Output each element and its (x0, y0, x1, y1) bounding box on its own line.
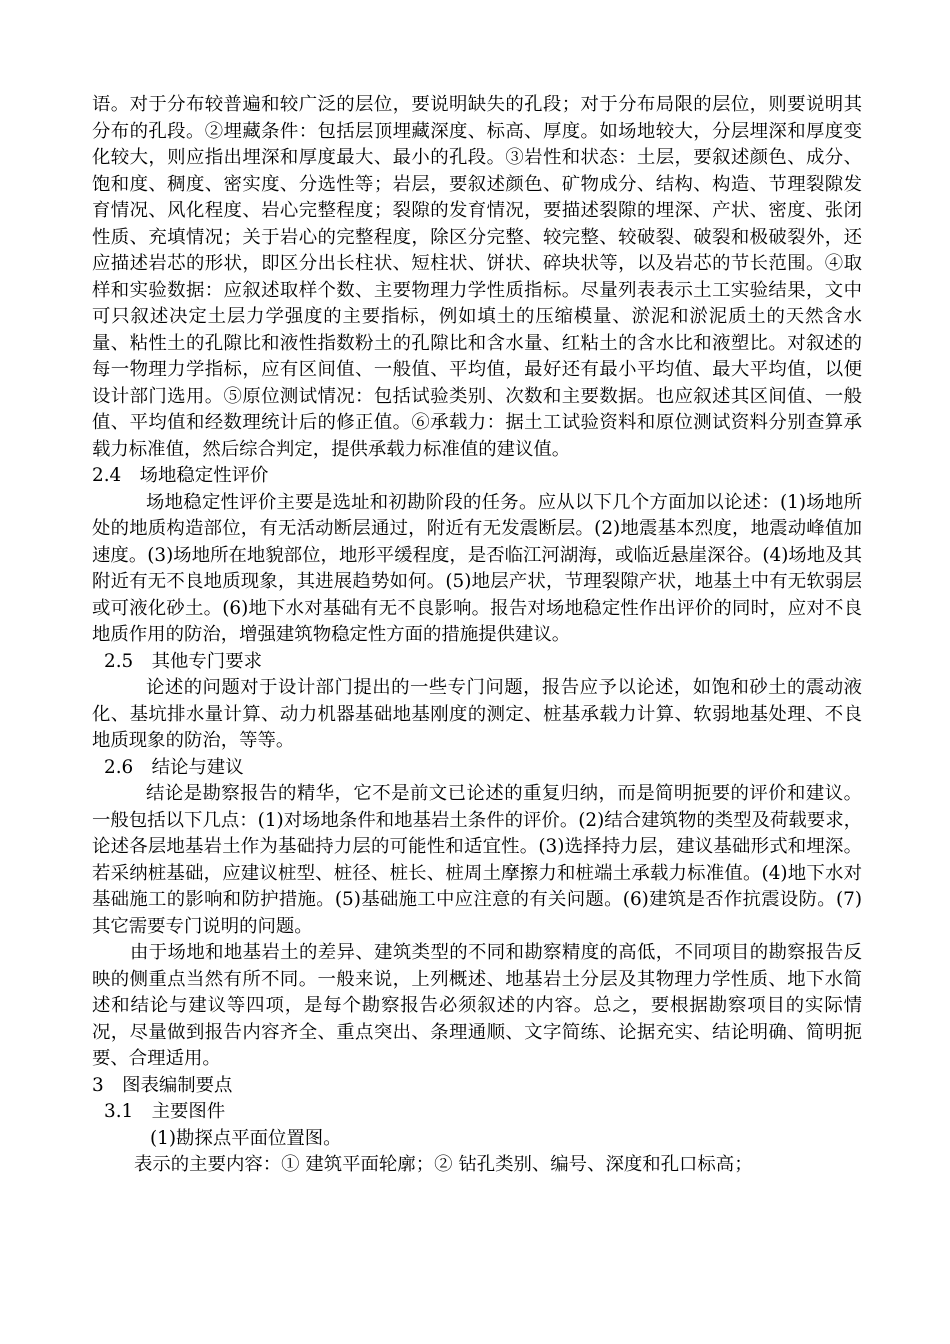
subheading-survey-plan: (1)勘探点平面位置图。 (150, 1127, 342, 1149)
paragraph-plan-contents: 表示的主要内容：① 建筑平面轮廓；② 钻孔类别、编号、深度和孔口标高； (134, 1154, 753, 1175)
paragraph-conclusions: 结论是勘察报告的精华，它不是前文已论述的重复归纳，而是简明扼要的评价和建议。一般包括以下几点：(1)对场地条件和地基岩土条件的评价。(2)结合建筑物的类型及荷载要求，论述各层地基岩土作为基础持力层的可能性和适宜性。(3)选择持力层，建议基础形式和埋深。若采纳桩基础，应建议桩型、桩径、桩长、桩周土摩擦力和桩端土承载力标准值。(4)地下水对基础施工的影响和防护措施。(5)基础施工中应注意的有关问题。(6)建筑是否作抗震设防。(7)其它需要专门说明的问题。 (92, 783, 862, 937)
paragraph-special-requirements: 论述的问题对于设计部门提出的一些专门问题，报告应予以论述，如饱和砂土的震动液化、基坑排水量计算、动力机器基础地基刚度的测定、桩基承载力计算、软弱地基处理、不良地质现象的防治，等等。 (92, 677, 862, 751)
heading-2-6: 2.6 结论与建议 (104, 756, 244, 778)
heading-3-1: 3.1 主要图件 (104, 1101, 226, 1122)
paragraph-report-differences: 由于场地和地基岩土的差异、建筑类型的不同和勘察精度的高低，不同项目的勘察报告反映的侧重点当然有所不同。一般来说，上列概述、地基岩土分层及其物理力学性质、地下水简述和结论与建议等四项，是每个勘察报告必须叙述的内容。总之，要根据勘察项目的实际情况，尽量做到报告内容齐全、重点突出、条理通顺、文字简练、论据充实、结论明确、简明扼要、合理适用。 (92, 942, 862, 1069)
paragraph-strata-description: 语。对于分布较普遍和较广泛的层位，要说明缺失的孔段；对于分布局限的层位，则要说明其分布的孔段。②埋藏条件：包括层顶埋藏深度、标高、厚度。如场地较大，分层埋深和厚度变化较大，则应指出埋深和厚度最大、最小的孔段。③岩性和状态：土层，要叙述颜色、成分、饱和度、稠度、密实度、分选性等；岩层，要叙述颜色、矿物成分、结构、构造、节理裂隙发育情况、风化程度、岩心完整程度；裂隙的发育情况，要描述裂隙的埋深、产状、密度、张闭性质、充填情况；关于岩心的完整程度，除区分完整、较完整、较破裂、破裂和极破裂外，还应描述岩芯的形状，即区分出长柱状、短柱状、饼状、碎块状等，以及岩芯的节长范围。④取样和实验数据：应叙述取样个数、主要物理力学性质指标。尽量列表表示土工实验结果，文中可只叙述决定土层力学强度的主要指标，例如填土的压缩模量、淤泥和淤泥质土的天然含水量、粘性土的孔隙比和液性指数粉土的孔隙比和含水量、红粘土的含水比和液塑比。对叙述的每一物理力学指标，应有区间值、一般值、平均值，最好还有最小平均值、最大平均值，以便设计部门选用。⑤原位测试情况：包括试验类别、次数和主要数据。也应叙述其区间值、一般值、平均值和经数理统计后的修正值。⑥承载力：据土工试验资料和原位测试资料分别查算承载力标准值，然后综合判定，提供承载力标准值的建议值。 (92, 94, 862, 460)
heading-2-4: 2.4 场地稳定性评价 (92, 465, 269, 486)
heading-3: 3 图表编制要点 (92, 1074, 233, 1096)
paragraph-site-stability: 场地稳定性评价主要是选址和初勘阶段的任务。应从以下几个方面加以论述：(1)场地所处的地质构造部位，有无活动断层通过，附近有无发震断层。(2)地震基本烈度，地震动峰值加速度。(3)场地所在地貌部位，地形平缓程度，是否临江河湖海，或临近悬崖深谷。(4)场地及其附近有无不良地质现象，其进展趋势如何。(5)地层产状，节理裂隙产状，地基土中有无软弱层或可液化砂土。(6)地下水对基础有无不良影响。报告对场地稳定性作出评价的同时，应对不良地质作用的防治，增强建筑物稳定性方面的措施提供建议。 (92, 491, 862, 645)
heading-2-5: 2.5 其他专门要求 (104, 650, 262, 672)
document-page (92, 92, 862, 1179)
